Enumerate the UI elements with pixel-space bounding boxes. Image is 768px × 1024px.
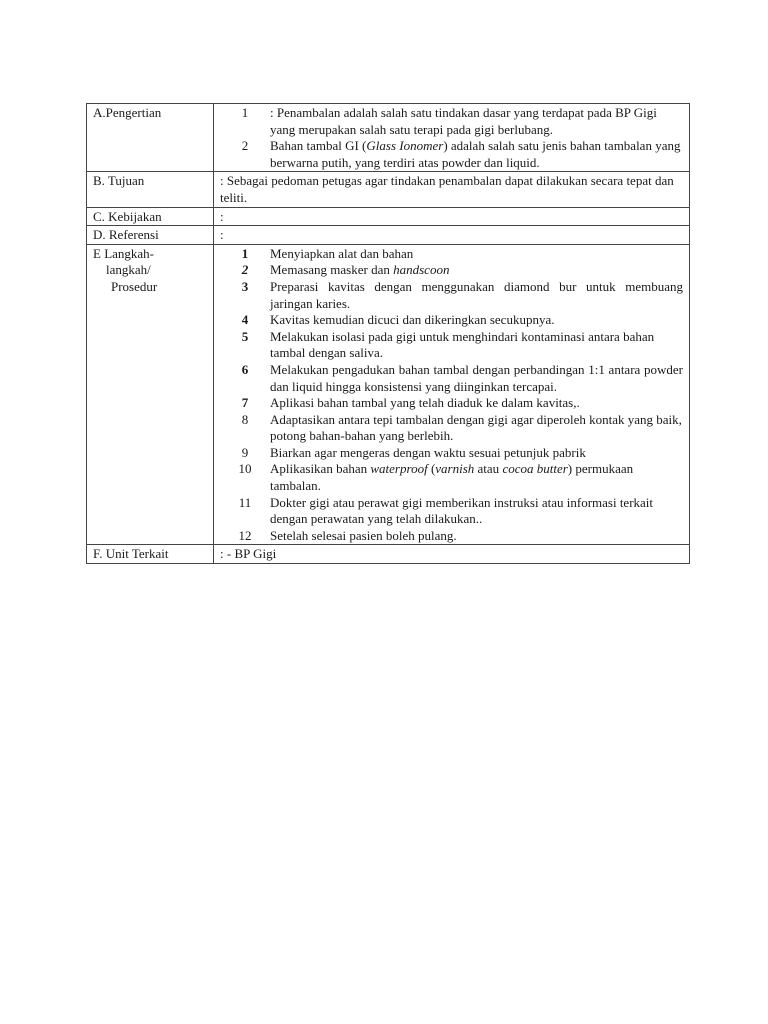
step-number: 7 [241, 395, 249, 411]
step-text: Melakukan isolasi pada gigi untuk menghindari kontaminasi antara bahan tambal dengan saliva. [270, 328, 655, 361]
step-text: Melakukan pengadukan bahan tambal dengan perbandingan 1:1 antara powder dan liquid hingga konsistensi yang diinginkan tercapai. [270, 361, 683, 394]
step-item [220, 461, 683, 494]
value-pengertian [214, 104, 690, 172]
text-italic: Glass Ionomer [366, 138, 444, 154]
text-italic: handscoon [393, 262, 450, 278]
value-langkah [214, 244, 690, 545]
step-number: 1 [241, 245, 249, 261]
step-item [220, 528, 683, 545]
text-italic: waterproof [370, 461, 428, 477]
text-part: Memasang masker dan [270, 262, 394, 278]
list-item [220, 138, 683, 171]
step-number: 3 [241, 278, 249, 294]
item-text: : Penambalan adalah salah satu tindakan dasar yang terdapat pada BP Gigi yang merupakan salah satu terapi pada gigi berlubang. [270, 105, 657, 137]
text-italic: varnish [435, 461, 475, 477]
label-line: E Langkah- [93, 245, 155, 261]
value-tujuan: : Sebagai pedoman petugas agar tindakan penambalan dapat dilakukan secara tepat dan teliti. [214, 172, 690, 207]
step-number: 10 [238, 461, 252, 477]
row-unit-terkait [87, 545, 690, 564]
label-line: Prosedur [111, 278, 158, 294]
step-number: 9 [241, 444, 249, 460]
step-item [220, 445, 683, 462]
row-pengertian [87, 104, 690, 172]
step-text: Menyiapkan alat dan bahan [270, 245, 414, 261]
row-langkah [87, 244, 690, 545]
step-item [220, 312, 683, 329]
label-kebijakan: C. Kebijakan [87, 207, 214, 226]
row-referensi [87, 226, 690, 245]
label-langkah [87, 244, 214, 545]
value-kebijakan: : [214, 207, 690, 226]
step-item [220, 329, 683, 362]
text-part: ) adalah salah satu jenis bahan tambalan yang berwarna putih, yang terdiri atas powder dan liquid. [270, 138, 681, 170]
value-unit-terkait: : - BP Gigi [214, 545, 690, 564]
step-number: 5 [241, 328, 249, 344]
row-kebijakan [87, 207, 690, 226]
step-text: Dokter gigi atau perawat gigi memberikan instruksi atau informasi terkait dengan perawatan yang telah dilakukan.. [270, 494, 654, 527]
text-part: ( [427, 461, 436, 477]
list-item [220, 105, 683, 138]
label-tujuan: B. Tujuan [87, 172, 214, 207]
step-item [220, 262, 683, 279]
step-item [220, 495, 683, 528]
text-part: atau [474, 461, 503, 477]
label-unit-terkait: F. Unit Terkait [87, 545, 214, 564]
item-number: 1 [241, 105, 249, 120]
step-number: 6 [241, 361, 249, 377]
label-line: langkah/ [106, 262, 151, 278]
step-number: 4 [241, 312, 249, 328]
value-referensi: : [214, 226, 690, 245]
item-text [270, 138, 683, 171]
label-referensi: D. Referensi [87, 226, 214, 245]
step-text: Preparasi kavitas dengan menggunakan diamond bur untuk membuang jaringan karies. [270, 278, 683, 311]
step-number: 8 [241, 411, 249, 427]
step-text [270, 262, 683, 279]
step-item [220, 395, 683, 412]
step-item [220, 362, 683, 395]
step-item [220, 279, 683, 312]
step-number: 2 [241, 262, 249, 278]
step-item [220, 246, 683, 263]
step-number: 11 [238, 494, 252, 510]
step-text [270, 461, 683, 494]
text-italic: cocoa butter [502, 461, 568, 477]
text-part: Bahan tambal GI ( [270, 138, 367, 154]
step-item [220, 412, 683, 445]
step-number: 12 [238, 527, 252, 543]
label-pengertian: A.Pengertian [87, 104, 214, 172]
step-text: Setelah selesai pasien boleh pulang. [270, 527, 457, 543]
step-text: Kavitas kemudian dicuci dan dikeringkan secukupnya. [270, 312, 555, 328]
step-text: Biarkan agar mengeras dengan waktu sesuai petunjuk pabrik [270, 444, 586, 460]
step-text: Aplikasi bahan tambal yang telah diaduk ke dalam kavitas,. [270, 395, 580, 411]
sop-table [86, 103, 690, 564]
item-number: 2 [241, 138, 249, 154]
text-part: Aplikasikan bahan [270, 461, 371, 477]
step-text: Adaptasikan antara tepi tambalan dengan gigi agar diperoleh kontak yang baik, potong bahan-bahan yang berlebih. [270, 411, 682, 444]
text-part: ) permukaan tambalan. [270, 461, 634, 494]
row-tujuan [87, 172, 690, 207]
